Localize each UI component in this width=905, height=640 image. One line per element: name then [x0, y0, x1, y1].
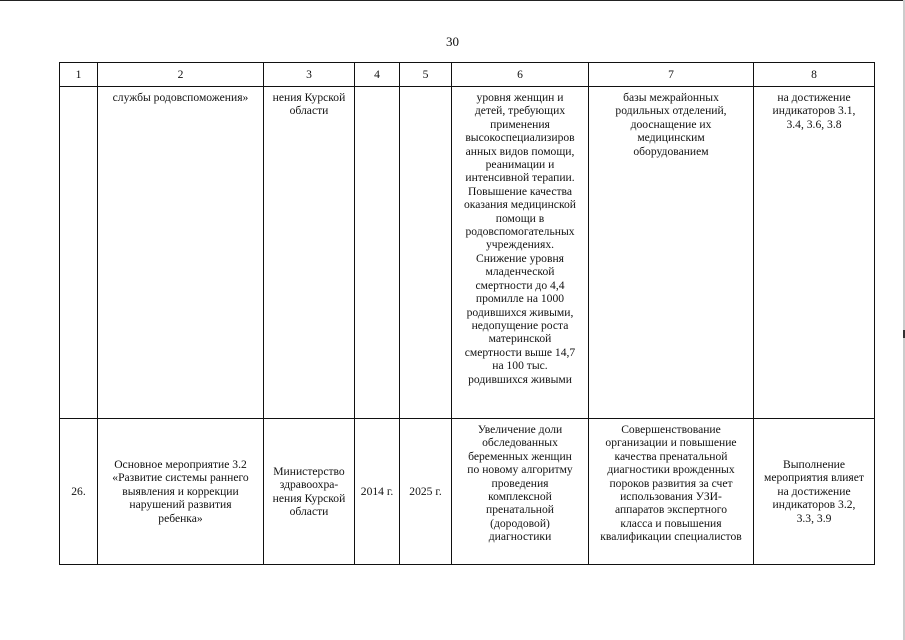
main-activities-cell: Совершенствование организации и повышение качества пренатальной диагностики врожденных пороков развития за счет использования УЗИ- аппаратов экспертного класса и повышения квалификации специалистов — [589, 419, 754, 565]
measure-name-cell: Основное мероприятие 3.2 «Развитие системы раннего выявления и коррекции нарушений развития ребенка» — [98, 419, 264, 565]
indicator-link-cell: на достижение индикаторов 3.1, 3.4, 3.6, 3.8 — [754, 87, 875, 419]
header-cell-5: 5 — [400, 63, 452, 87]
header-cell-1: 1 — [60, 63, 98, 87]
page-top-edge — [0, 0, 905, 1]
table-header-row — [60, 63, 875, 87]
header-cell-6: 6 — [452, 63, 589, 87]
header-cell-3: 3 — [264, 63, 355, 87]
measure-name-cell: службы родовспоможения» — [98, 87, 264, 419]
start-year-cell — [355, 87, 400, 419]
executor-cell: Министерство здравоохра- нения Курской области — [264, 419, 355, 565]
header-cell-8: 8 — [754, 63, 875, 87]
header-cell-4: 4 — [355, 63, 400, 87]
indicator-link-cell: Выполнение мероприятия влияет на достижение индикаторов 3.2, 3.3, 3.9 — [754, 419, 875, 565]
end-year-cell — [400, 87, 452, 419]
program-measures-table — [59, 62, 875, 565]
main-activities-cell: базы межрайонных родильных отделений, дооснащение их медицинским оборудованием — [589, 87, 754, 419]
header-cell-7: 7 — [589, 63, 754, 87]
executor-cell: нения Курской области — [264, 87, 355, 419]
table-row — [60, 87, 875, 419]
expected-result-cell: Увеличение доли обследованных беременных женщин по новому алгоритму проведения комплексной пренатальной (дородовой) диагностики — [452, 419, 589, 565]
expected-result-cell: уровня женщин и детей, требующих применения высокоспециализиров анных видов помощи, реанимации и интенсивной терапии. Повышение качества оказания медицинской помощи в родовспомогательных учреждениях. Снижение уровня младенческой смертности до 4,4 промилле на 1000 родившихся живыми, недопущение роста материнской смертности выше 14,7 на 100 тыс. родившихся живыми — [452, 87, 589, 419]
row-number-cell: 26. — [60, 419, 98, 565]
header-cell-2: 2 — [98, 63, 264, 87]
row-number-cell — [60, 87, 98, 419]
table-row — [60, 419, 875, 565]
page-number: 30 — [446, 34, 459, 49]
start-year-cell: 2014 г. — [355, 419, 400, 565]
end-year-cell: 2025 г. — [400, 419, 452, 565]
